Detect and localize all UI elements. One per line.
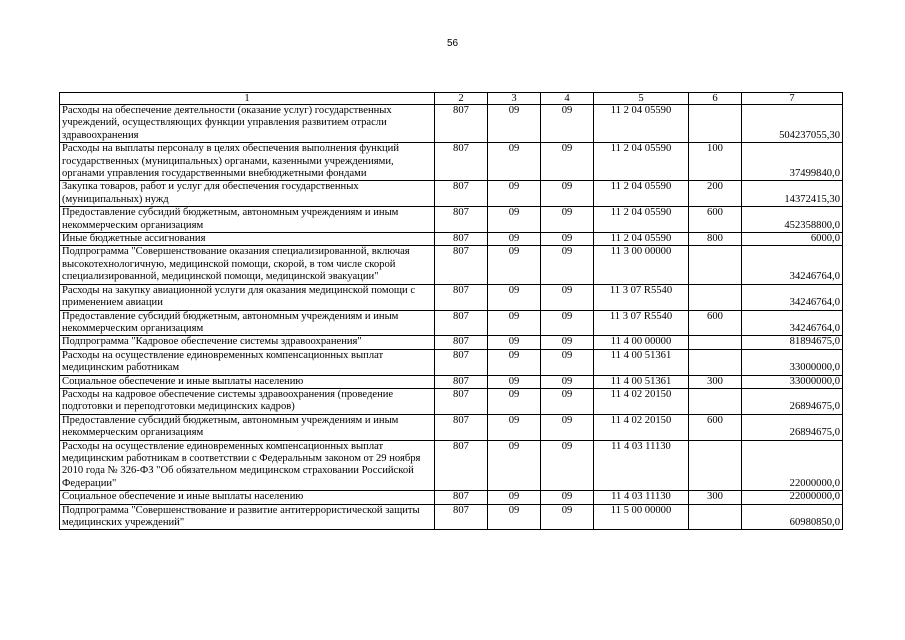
row-cell-c6	[689, 336, 742, 349]
header-row	[60, 93, 843, 105]
row-cell-c3: 09	[488, 105, 541, 143]
row-cell-c6: 800	[689, 233, 742, 246]
row-cell-c6	[689, 284, 742, 310]
row-cell-c3: 09	[488, 181, 541, 207]
row-cell-c3: 09	[488, 310, 541, 336]
row-cell-c6: 600	[689, 207, 742, 233]
row-description: Предоставление субсидий бюджетным, автономным учреждениям и иным некоммерческим организациям	[60, 414, 435, 440]
row-cell-c4: 09	[541, 233, 594, 246]
row-cell-c5: 11 3 07 R5540	[594, 284, 689, 310]
row-cell-c6	[689, 246, 742, 284]
row-cell-c3: 09	[488, 491, 541, 504]
row-description: Социальное обеспечение и иные выплаты населению	[60, 491, 435, 504]
row-cell-c3: 09	[488, 336, 541, 349]
row-cell-c5: 11 4 02 20150	[594, 414, 689, 440]
row-cell-c3: 09	[488, 440, 541, 491]
row-cell-c2: 807	[435, 246, 488, 284]
row-cell-c6	[689, 504, 742, 530]
table-row	[60, 388, 843, 414]
row-cell-c6: 300	[689, 375, 742, 388]
row-cell-c7: 26894675,0	[742, 388, 843, 414]
row-cell-c2: 807	[435, 336, 488, 349]
row-cell-c5: 11 4 00 00000	[594, 336, 689, 349]
row-cell-c7: 33000000,0	[742, 375, 843, 388]
table-row	[60, 143, 843, 181]
row-cell-c4: 09	[541, 440, 594, 491]
row-cell-c5: 11 4 02 20150	[594, 388, 689, 414]
row-cell-c3: 09	[488, 246, 541, 284]
row-description: Расходы на кадровое обеспечение системы здравоохранения (проведение подготовки и переподготовки медицинских кадров)	[60, 388, 435, 414]
row-description: Расходы на закупку авиационной услуги для оказания медицинской помощи с применением авиации	[60, 284, 435, 310]
row-description: Расходы на выплаты персоналу в целях обеспечения выполнения функций государственных (муниципальных) органами, казенными учреждениями, органами управления государственными внебюджетными фондами	[60, 143, 435, 181]
row-cell-c4: 09	[541, 388, 594, 414]
row-cell-c3: 09	[488, 504, 541, 530]
row-description: Социальное обеспечение и иные выплаты населению	[60, 375, 435, 388]
row-description: Подпрограмма "Кадровое обеспечение системы здравоохранения"	[60, 336, 435, 349]
row-cell-c3: 09	[488, 388, 541, 414]
row-cell-c7: 33000000,0	[742, 349, 843, 375]
row-cell-c2: 807	[435, 388, 488, 414]
row-cell-c4: 09	[541, 143, 594, 181]
row-cell-c2: 807	[435, 310, 488, 336]
row-cell-c3: 09	[488, 284, 541, 310]
row-cell-c4: 09	[541, 105, 594, 143]
header-cell: 4	[541, 93, 594, 105]
row-cell-c2: 807	[435, 207, 488, 233]
header-cell: 2	[435, 93, 488, 105]
row-cell-c2: 807	[435, 143, 488, 181]
row-cell-c3: 09	[488, 375, 541, 388]
row-description: Закупка товаров, работ и услуг для обеспечения государственных (муниципальных) нужд	[60, 181, 435, 207]
row-cell-c5: 11 3 07 R5540	[594, 310, 689, 336]
row-cell-c4: 09	[541, 491, 594, 504]
table-row	[60, 504, 843, 530]
row-cell-c2: 807	[435, 414, 488, 440]
row-description: Расходы на осуществление единовременных компенсационных выплат медицинским работникам	[60, 349, 435, 375]
row-cell-c5: 11 5 00 00000	[594, 504, 689, 530]
row-cell-c3: 09	[488, 414, 541, 440]
row-description: Расходы на осуществление единовременных компенсационных выплат медицинским работникам в соответствии с Федеральным законом от 29 ноября 2010 года № 326-ФЗ "Об обязательном медицинском страховании Российской Федерации"	[60, 440, 435, 491]
row-cell-c5: 11 4 03 11130	[594, 440, 689, 491]
row-cell-c7: 81894675,0	[742, 336, 843, 349]
row-cell-c6	[689, 388, 742, 414]
row-cell-c4: 09	[541, 246, 594, 284]
header-cell: 5	[594, 93, 689, 105]
row-cell-c2: 807	[435, 491, 488, 504]
row-cell-c4: 09	[541, 181, 594, 207]
row-cell-c7: 34246764,0	[742, 246, 843, 284]
row-description: Расходы на обеспечение деятельности (оказание услуг) государственных учреждений, осуществляющих функции управления развитием отрасли здравоохранения	[60, 105, 435, 143]
table-row	[60, 284, 843, 310]
table-row	[60, 105, 843, 143]
row-cell-c4: 09	[541, 375, 594, 388]
row-cell-c6	[689, 105, 742, 143]
row-cell-c2: 807	[435, 349, 488, 375]
table-body	[60, 105, 843, 530]
row-cell-c7: 26894675,0	[742, 414, 843, 440]
row-description: Предоставление субсидий бюджетным, автономным учреждениям и иным некоммерческим организациям	[60, 207, 435, 233]
row-description: Предоставление субсидий бюджетным, автономным учреждениям и иным некоммерческим организациям	[60, 310, 435, 336]
row-cell-c5: 11 2 04 05590	[594, 105, 689, 143]
row-cell-c5: 11 2 04 05590	[594, 207, 689, 233]
row-cell-c4: 09	[541, 284, 594, 310]
row-cell-c5: 11 4 00 51361	[594, 375, 689, 388]
header-cell: 7	[742, 93, 843, 105]
row-cell-c3: 09	[488, 143, 541, 181]
row-cell-c2: 807	[435, 284, 488, 310]
row-cell-c2: 807	[435, 105, 488, 143]
row-cell-c5: 11 4 00 51361	[594, 349, 689, 375]
table-row	[60, 181, 843, 207]
row-description: Подпрограмма "Совершенствование оказания специализированной, включая высокотехнологичную, медицинской помощи, скорой, в том числе скорой специализированной, медицинской помощи, медицинской эвакуации"	[60, 246, 435, 284]
row-cell-c7: 60980850,0	[742, 504, 843, 530]
table-row	[60, 375, 843, 388]
table-row	[60, 336, 843, 349]
row-cell-c2: 807	[435, 504, 488, 530]
row-cell-c2: 807	[435, 440, 488, 491]
row-cell-c4: 09	[541, 349, 594, 375]
row-cell-c2: 807	[435, 375, 488, 388]
row-cell-c4: 09	[541, 207, 594, 233]
row-cell-c7: 6000,0	[742, 233, 843, 246]
row-cell-c6	[689, 440, 742, 491]
row-cell-c6: 600	[689, 414, 742, 440]
row-description: Подпрограмма "Совершенствование и развитие антитеррористической защиты медицинских учреждений"	[60, 504, 435, 530]
row-cell-c5: 11 3 00 00000	[594, 246, 689, 284]
row-cell-c4: 09	[541, 336, 594, 349]
row-cell-c3: 09	[488, 349, 541, 375]
row-cell-c4: 09	[541, 310, 594, 336]
row-cell-c6: 300	[689, 491, 742, 504]
row-cell-c2: 807	[435, 233, 488, 246]
table-row	[60, 207, 843, 233]
header-cell: 6	[689, 93, 742, 105]
table-row	[60, 246, 843, 284]
row-cell-c7: 452358800,0	[742, 207, 843, 233]
row-cell-c5: 11 4 03 11130	[594, 491, 689, 504]
row-cell-c3: 09	[488, 233, 541, 246]
row-description: Иные бюджетные ассигнования	[60, 233, 435, 246]
row-cell-c7: 34246764,0	[742, 284, 843, 310]
row-cell-c6: 600	[689, 310, 742, 336]
row-cell-c6: 200	[689, 181, 742, 207]
table-row	[60, 440, 843, 491]
row-cell-c7: 34246764,0	[742, 310, 843, 336]
header-cell: 3	[488, 93, 541, 105]
row-cell-c5: 11 2 04 05590	[594, 143, 689, 181]
row-cell-c2: 807	[435, 181, 488, 207]
row-cell-c4: 09	[541, 414, 594, 440]
budget-table	[59, 92, 843, 530]
table-row	[60, 491, 843, 504]
row-cell-c7: 22000000,0	[742, 491, 843, 504]
row-cell-c7: 14372415,30	[742, 181, 843, 207]
row-cell-c3: 09	[488, 207, 541, 233]
table-row	[60, 414, 843, 440]
row-cell-c5: 11 2 04 05590	[594, 181, 689, 207]
header-cell: 1	[60, 93, 435, 105]
row-cell-c5: 11 2 04 05590	[594, 233, 689, 246]
row-cell-c7: 37499840,0	[742, 143, 843, 181]
row-cell-c7: 22000000,0	[742, 440, 843, 491]
table-row	[60, 310, 843, 336]
row-cell-c4: 09	[541, 504, 594, 530]
row-cell-c6: 100	[689, 143, 742, 181]
table-row	[60, 233, 843, 246]
page-number: 56	[446, 38, 459, 49]
table-row	[60, 349, 843, 375]
row-cell-c6	[689, 349, 742, 375]
row-cell-c7: 504237055,30	[742, 105, 843, 143]
